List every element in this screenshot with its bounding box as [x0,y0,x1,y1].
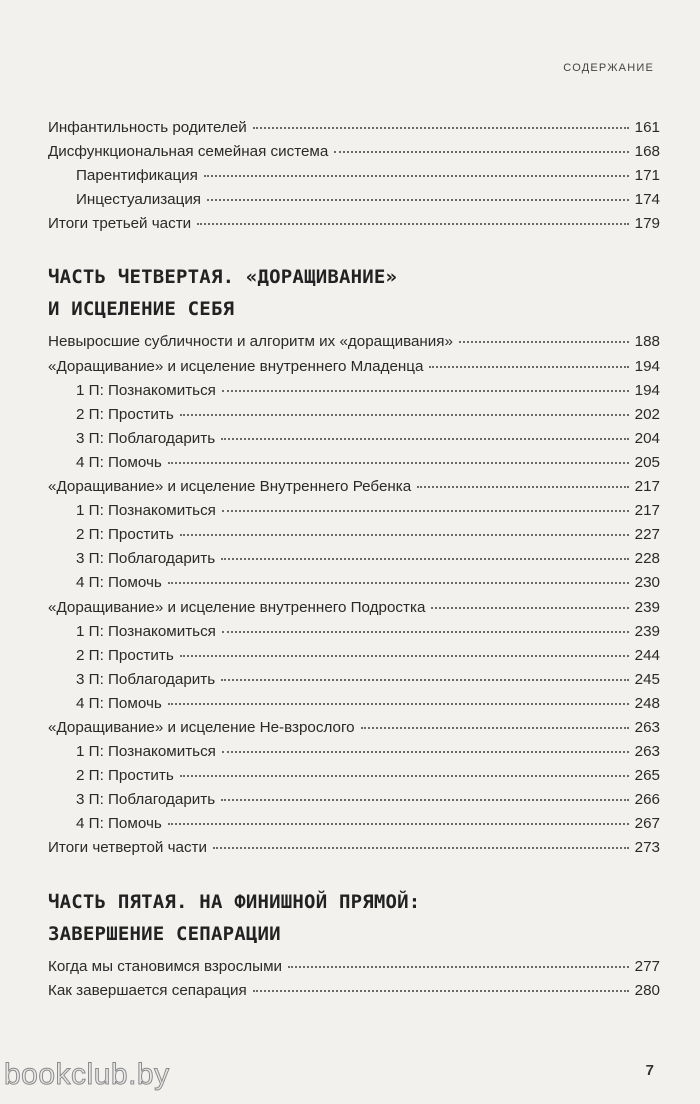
toc-entry-page-number: 230 [634,574,660,592]
dot-leader [207,199,629,201]
toc-entry-page-number: 245 [634,670,660,688]
dot-leader [168,703,629,705]
toc-entry [48,791,660,815]
toc-entry [48,647,660,671]
dot-leader [334,151,628,153]
toc-entry-title: 4 П: Помочь [76,574,162,592]
toc-entry-page-number: 174 [634,191,660,209]
part5-title-line2: ЗАВЕРШЕНИЕ СЕПАРАЦИИ [48,922,281,945]
toc-entry [48,191,660,215]
toc-entry [48,574,660,598]
toc-entry [48,958,660,982]
part5-title-line1: ЧАСТЬ ПЯТАЯ. НА ФИНИШНОЙ ПРЯМОЙ: [48,890,421,913]
toc-entry-page-number: 280 [634,981,660,999]
toc-entry-title: «Доращивание» и исцеление Не-взрослого [48,718,355,736]
toc-entry-page-number: 263 [634,743,660,761]
toc-entry-page-number: 263 [634,718,660,736]
toc-entry-page-number: 244 [634,646,660,664]
part5-entries [48,958,660,1006]
toc-entry [48,478,660,502]
dot-leader [417,486,628,488]
toc-entry-title: Парентификация [76,167,198,185]
dot-leader [222,510,629,512]
toc-entry-page-number: 188 [634,333,660,351]
toc-entry-title: 1 П: Познакомиться [76,743,216,761]
toc-entry-title: 3 П: Поблагодарить [76,791,216,809]
toc-entry-page-number: 267 [634,815,660,833]
toc-entry-title: 1 П: Познакомиться [76,622,216,640]
toc-entry-title: 2 П: Простить [76,526,174,544]
part5-title [48,886,660,950]
toc-entry-title: Как завершается сепарация [48,981,247,999]
toc-entry [48,382,660,406]
watermark-logo: bookclub.by [4,1058,170,1091]
toc-entry [48,333,660,357]
toc-entry-title: «Доращивание» и исцеление внутреннего Подростка [48,598,426,616]
toc-entry-title: 2 П: Простить [76,646,174,664]
toc-entry-title: Инфантильность родителей [48,119,247,136]
dot-leader [168,582,629,584]
dot-leader [222,751,629,753]
toc-entry-page-number: 204 [634,429,660,447]
toc-entry-page-number: 168 [634,143,660,161]
toc-entry-page-number: 179 [634,215,660,233]
toc-entry [48,143,660,167]
toc-entry-page-number: 273 [634,839,660,857]
toc-entry-page-number: 239 [634,622,660,640]
part4-title-line1: ЧАСТЬ ЧЕТВЕРТАЯ. «ДОРАЩИВАНИЕ» [48,266,398,289]
toc-entry-title: 2 П: Простить [76,405,174,423]
toc-entry [48,406,660,430]
toc-entry-title: 4 П: Помочь [76,453,162,471]
toc-entry [48,454,660,478]
toc-entry-title: 3 П: Поблагодарить [76,550,216,568]
toc-entry-title: Невыросшие субличности и алгоритм их «доращивания» [48,333,453,351]
section3-entries [48,119,660,239]
toc-entry [48,550,660,574]
toc-entry-title: 4 П: Помочь [76,694,162,712]
toc-entry-page-number: 205 [634,453,660,471]
dot-leader [253,990,629,992]
toc-entry [48,839,660,863]
dot-leader [204,175,629,177]
toc-entry-title: Итоги четвертой части [48,839,207,857]
toc-entry [48,815,660,839]
toc-entry-title: 1 П: Познакомиться [76,502,216,520]
toc-entry [48,719,660,743]
dot-leader [459,341,629,343]
toc-entry [48,743,660,767]
toc-entry [48,215,660,239]
toc-entry [48,982,660,1006]
toc-entry-title: Итоги третьей части [48,215,192,233]
part4-entries [48,333,660,863]
toc-entry [48,599,660,623]
toc-entry-title: Дисфункциональная семейная система [48,143,329,161]
toc-entry-page-number: 228 [634,550,660,568]
page-number: 7 [645,1062,654,1079]
toc-entry-page-number: 217 [634,478,660,496]
toc-entry [48,767,660,791]
dot-leader [222,390,629,392]
dot-leader [180,414,629,416]
dot-leader [361,727,629,729]
dot-leader [221,558,629,560]
toc-entry [48,167,660,191]
table-of-contents [48,119,660,1006]
toc-entry-page-number: 202 [634,405,660,423]
toc-entry-title: Инцестуализация [76,191,202,209]
toc-entry-title: 1 П: Познакомиться [76,381,216,399]
dot-leader [168,462,629,464]
toc-entry-page-number: 266 [634,791,660,809]
dot-leader [180,655,629,657]
dot-leader [168,823,629,825]
toc-entry-page-number: 265 [634,767,660,785]
dot-leader [431,607,628,609]
toc-entry [48,430,660,454]
toc-entry-page-number: 217 [634,502,660,520]
dot-leader [221,679,629,681]
dot-leader [197,223,629,225]
toc-entry-page-number: 194 [634,381,660,399]
toc-entry-title: 3 П: Поблагодарить [76,429,216,447]
toc-entry-title: «Доращивание» и исцеление Внутреннего Ребенка [48,478,412,496]
dot-leader [180,534,629,536]
toc-entry [48,358,660,382]
toc-entry-page-number: 171 [634,167,660,185]
dot-leader [213,847,629,849]
toc-entry [48,623,660,647]
toc-entry-title: 2 П: Простить [76,767,174,785]
toc-entry-page-number: 161 [634,119,660,136]
toc-entry-title: 4 П: Помочь [76,815,162,833]
dot-leader [429,366,628,368]
toc-entry [48,526,660,550]
toc-entry [48,695,660,719]
toc-entry-page-number: 194 [634,357,660,375]
toc-entry-page-number: 227 [634,526,660,544]
dot-leader [221,799,629,801]
toc-entry-page-number: 239 [634,598,660,616]
toc-entry-page-number: 277 [634,957,660,975]
part4-title-line2: И ИСЦЕЛЕНИЕ СЕБЯ [48,298,235,321]
toc-entry-title: «Доращивание» и исцеление внутреннего Младенца [48,357,424,375]
running-head: СОДЕРЖАНИЕ [563,62,654,74]
dot-leader [253,127,629,129]
dot-leader [222,631,629,633]
toc-entry-title: 3 П: Поблагодарить [76,670,216,688]
toc-entry [48,119,660,143]
dot-leader [288,966,629,968]
toc-entry-title: Когда мы становимся взрослыми [48,957,282,975]
dot-leader [180,775,629,777]
part4-title [48,261,660,325]
toc-entry-page-number: 248 [634,694,660,712]
toc-entry [48,671,660,695]
toc-entry [48,502,660,526]
dot-leader [221,438,629,440]
